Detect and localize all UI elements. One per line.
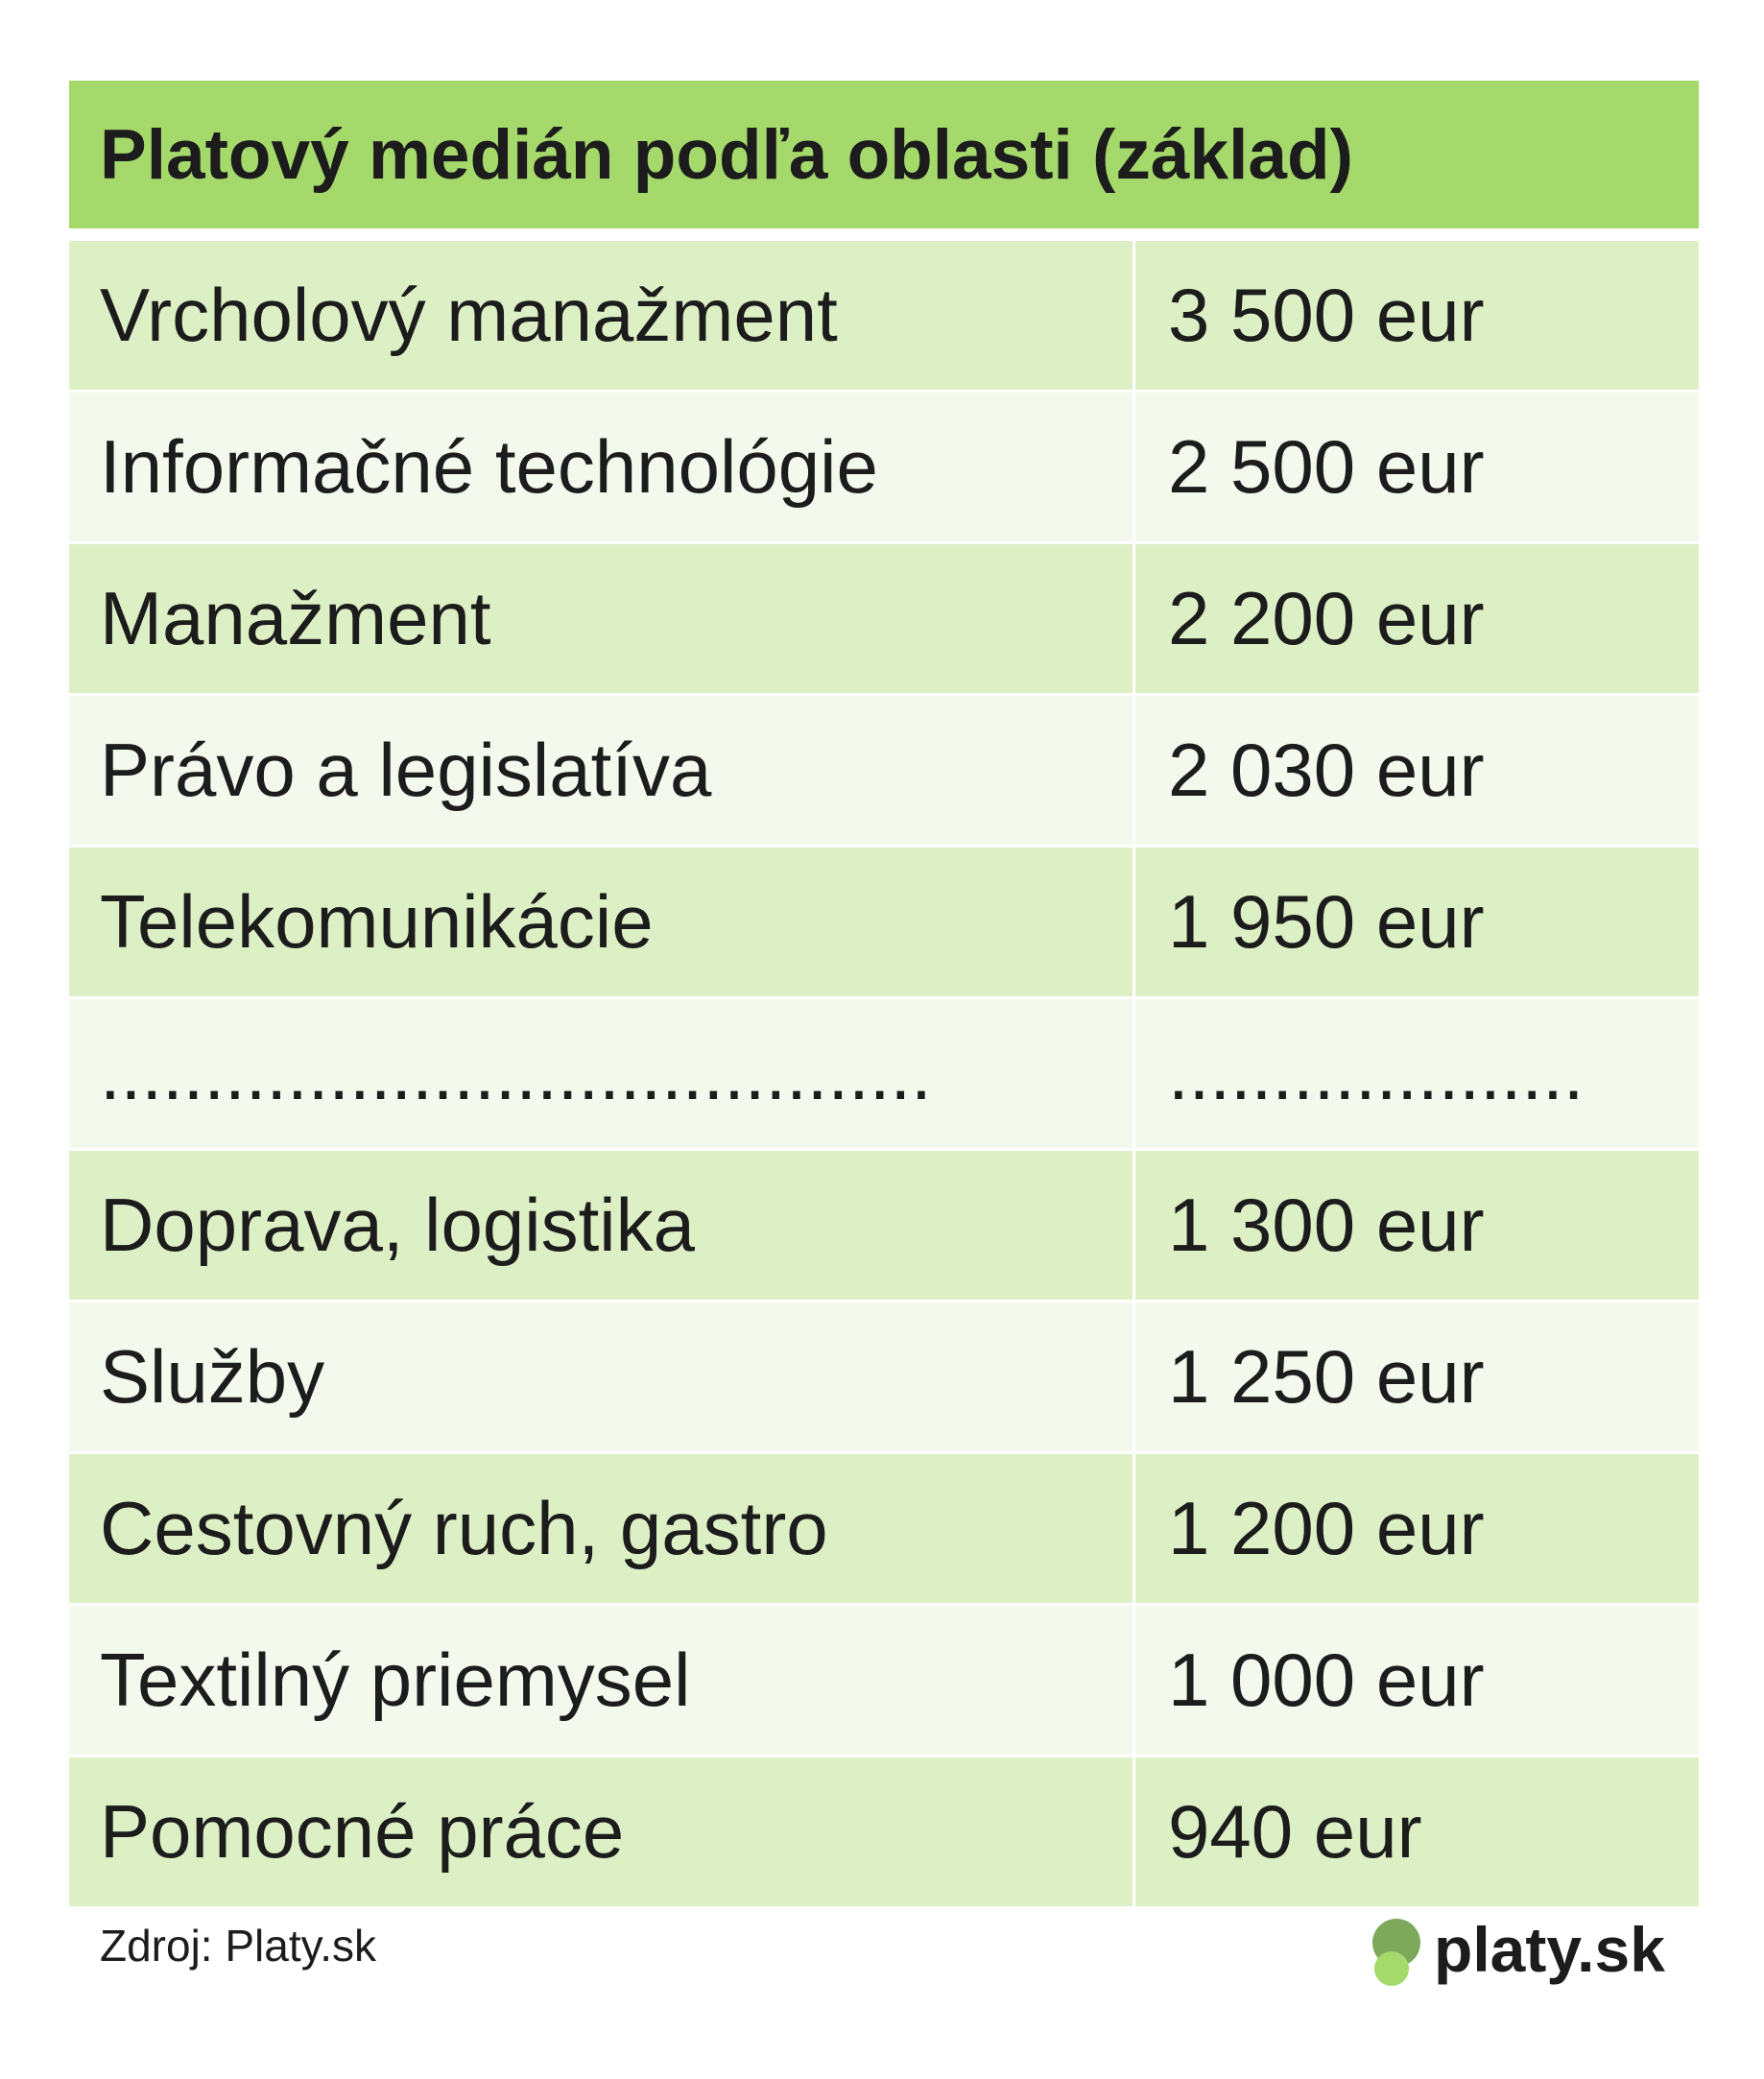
- row-category: Textilný priemysel: [69, 1606, 1132, 1755]
- brand-logo: [1372, 1906, 1665, 1993]
- row-category: Právo a legislatíva: [69, 696, 1132, 845]
- table-row: [69, 1151, 1699, 1300]
- row-salary: 1 000 eur: [1135, 1606, 1699, 1755]
- row-salary-ellipsis: ....................: [1135, 999, 1699, 1148]
- row-category-ellipsis: ........................................: [69, 999, 1132, 1148]
- table-row: [69, 1454, 1699, 1603]
- row-category: Informačné technológie: [69, 393, 1132, 541]
- source-note: Zdroj: Platy.sk: [100, 1921, 376, 1971]
- row-salary: 2 200 eur: [1135, 544, 1699, 693]
- table-row: [69, 544, 1699, 693]
- table-row: [69, 241, 1699, 390]
- table-header: [69, 81, 1699, 228]
- row-salary: 2 030 eur: [1135, 696, 1699, 845]
- table-title: Platový medián podľa oblasti (základ): [100, 115, 1353, 194]
- table-row-ellipsis: [69, 999, 1699, 1148]
- table-row: [69, 1606, 1699, 1755]
- circles-logo-icon: [1372, 1913, 1426, 1986]
- table-row: [69, 1302, 1699, 1451]
- row-salary: 1 950 eur: [1135, 848, 1699, 996]
- row-category: Pomocné práce: [69, 1757, 1132, 1906]
- row-category: Doprava, logistika: [69, 1151, 1132, 1300]
- row-category: Manažment: [69, 544, 1132, 693]
- row-salary: 1 250 eur: [1135, 1302, 1699, 1451]
- row-category: Telekomunikácie: [69, 848, 1132, 996]
- row-salary: 1 300 eur: [1135, 1151, 1699, 1300]
- row-salary: 1 200 eur: [1135, 1454, 1699, 1603]
- table-row: [69, 696, 1699, 845]
- row-salary: 3 500 eur: [1135, 241, 1699, 390]
- row-category: Služby: [69, 1302, 1132, 1451]
- salary-table: [69, 81, 1699, 1909]
- row-salary: 2 500 eur: [1135, 393, 1699, 541]
- brand-name: platy.sk: [1434, 1914, 1665, 1985]
- row-category: Cestovný ruch, gastro: [69, 1454, 1132, 1603]
- table-row: [69, 1757, 1699, 1906]
- row-category: Vrcholový manažment: [69, 241, 1132, 390]
- table-row: [69, 393, 1699, 541]
- table-row: [69, 848, 1699, 996]
- row-salary: 940 eur: [1135, 1757, 1699, 1906]
